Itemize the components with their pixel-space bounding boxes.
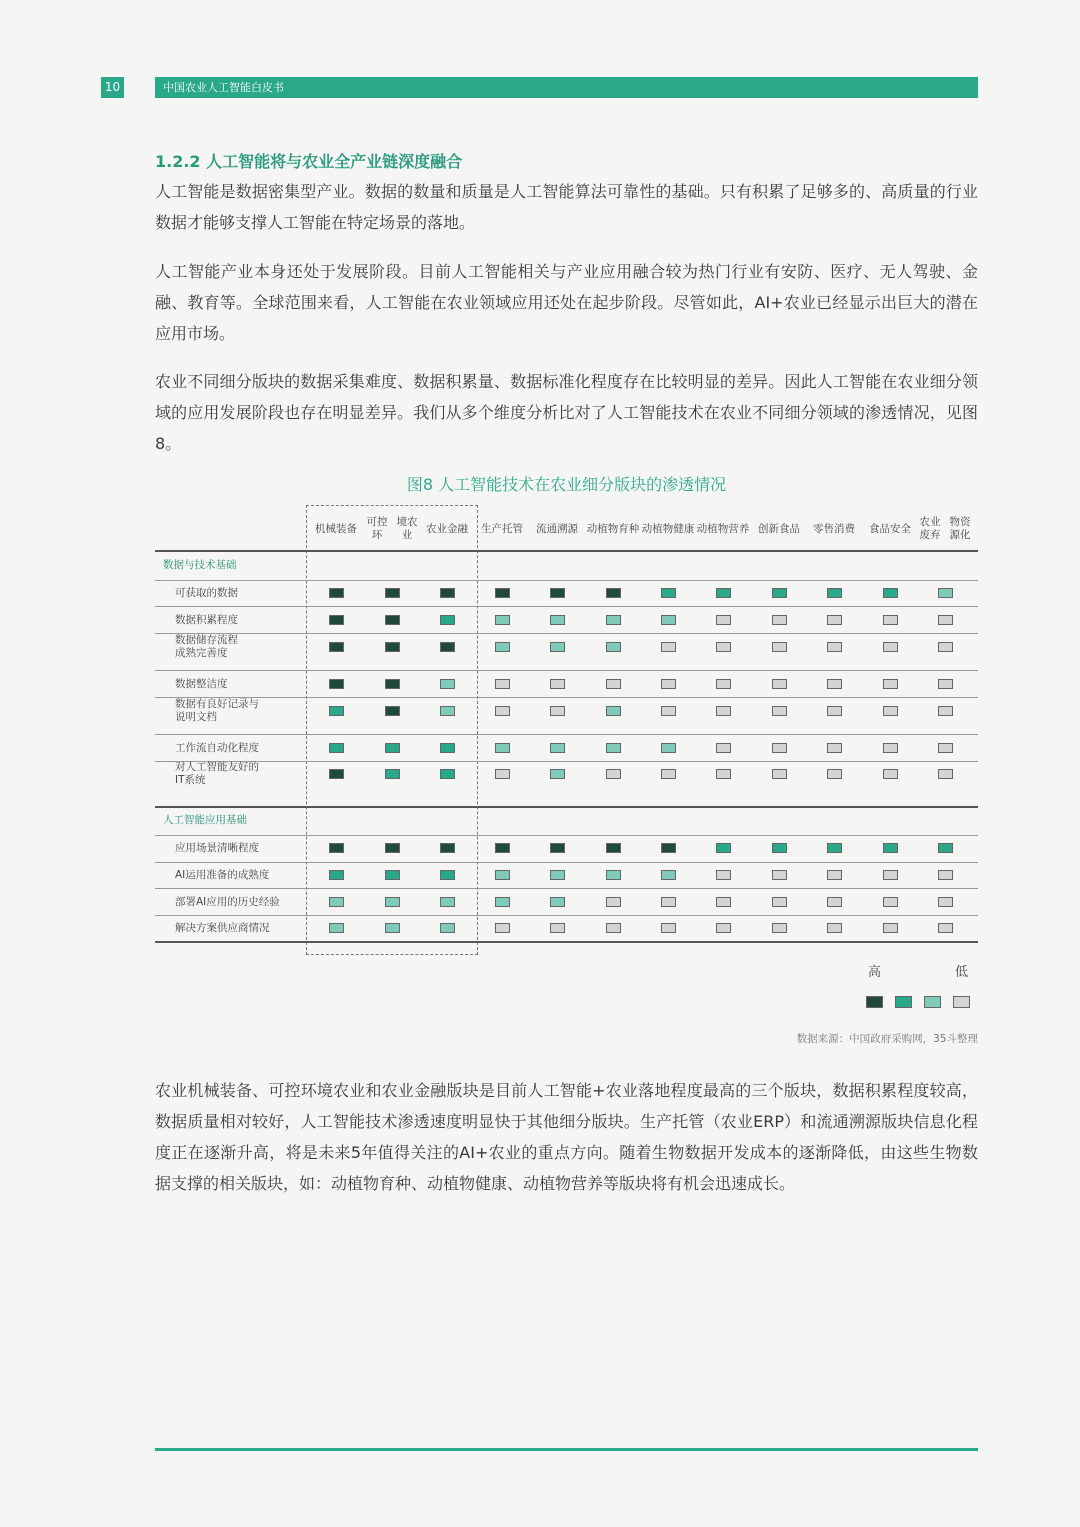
heatmap-cell (329, 843, 344, 853)
row-label-line: IT系统 (175, 774, 206, 786)
heatmap-cell (329, 588, 344, 598)
heatmap-cell (606, 870, 621, 880)
heatmap-cell (495, 642, 510, 652)
heatmap-cell (440, 769, 455, 779)
row-divider (155, 580, 978, 581)
row-label (175, 869, 305, 882)
heatmap-cell (772, 870, 787, 880)
column-header-line: 机械装备 (315, 522, 357, 535)
heatmap-cell (329, 706, 344, 716)
heatmap-cell (329, 870, 344, 880)
heatmap-cell (938, 615, 953, 625)
heatmap-cell (661, 743, 676, 753)
legend-swatch (953, 996, 970, 1008)
row-label-line: 对人工智能友好的 (175, 761, 259, 773)
heatmap-cell (550, 843, 565, 853)
heatmap-cell (827, 769, 842, 779)
column-header (860, 512, 920, 546)
heatmap-cell (883, 615, 898, 625)
heatmap-cell (827, 615, 842, 625)
heatmap-cell (661, 769, 676, 779)
heatmap-cell (938, 769, 953, 779)
legend-swatch (924, 996, 941, 1008)
heatmap-cell (550, 769, 565, 779)
heatmap-cell (661, 679, 676, 689)
heatmap-cell (938, 897, 953, 907)
heatmap-cell (495, 870, 510, 880)
heatmap-cell (938, 743, 953, 753)
column-header-line: 零售消费 (813, 522, 855, 535)
column-header (417, 512, 477, 546)
top-rule (155, 550, 978, 552)
column-header-line: 流通溯源 (536, 522, 578, 535)
column-header (915, 512, 975, 546)
legend-swatch (866, 996, 883, 1008)
column-header (306, 512, 366, 546)
heatmap-cell (661, 923, 676, 933)
row-label-line: 解决方案供应商情况 (175, 921, 270, 934)
heatmap-cell (606, 897, 621, 907)
heatmap-cell (883, 897, 898, 907)
heatmap-cell (661, 843, 676, 853)
heatmap-cell (440, 642, 455, 652)
paragraph-4: 农业机械装备、可控环境农业和农业金融版块是目前人工智能+农业落地程度最高的三个版块，数据积累程度较高，数据质量相对较好，人工智能技术渗透速度明显快于其他细分版块。生产托管（农业ERP）和流通溯源版块信息化程度正在逐渐升高，将是未来5年值得关注的AI+农业的重点方向。随着生物数据开发成本的逐渐降低，由这些生物数据支撑的相关版块，如：动植物育种、动植物健康、动植物营养等版块将有机会迅速成长。 (155, 1081, 978, 1193)
paragraph-3: 农业不同细分版块的数据采集难度、数据积累量、数据标准化程度存在比较明显的差异。因此人工智能在农业细分领域的应用发展阶段也存在明显差异。我们从多个维度分析比对了人工智能技术在农业不同细分领域的渗透情况，见图8。 (155, 372, 978, 453)
heatmap-cell (883, 843, 898, 853)
row-label-line: 数据有良好记录与 (175, 698, 259, 710)
heatmap-cell (495, 706, 510, 716)
row-label (175, 922, 305, 935)
column-header (693, 512, 753, 546)
heatmap-cell (827, 588, 842, 598)
heatmap-cell (938, 642, 953, 652)
heatmap-cell (772, 897, 787, 907)
column-header-line: 境农业 (396, 516, 418, 541)
row-divider (155, 835, 978, 836)
column-header (638, 512, 698, 546)
heatmap-cell (772, 588, 787, 598)
column-header-line: 营养 (728, 522, 750, 535)
heatmap-cell (883, 743, 898, 753)
data-source: 数据来源：中国政府采购网，35斗整理 (796, 1033, 978, 1045)
heatmap-cell (883, 769, 898, 779)
figure-title: 图8 人工智能技术在农业细分版块的渗透情况 (406, 475, 727, 494)
heatmap-cell (440, 588, 455, 598)
heatmap-cell (661, 870, 676, 880)
heatmap-cell (772, 843, 787, 853)
heatmap-cell (772, 923, 787, 933)
heatmap-cell (329, 923, 344, 933)
row-label (175, 678, 305, 691)
paragraph-2: 人工智能产业本身还处于发展阶段。目前人工智能相关与产业应用融合较为热门行业有安防、医疗、无人驾驶、金融、教育等。全球范围来看，人工智能在农业领域应用还处在起步阶段。尽管如此，AI+农业已经显示出巨大的潜在应用市场。 (155, 262, 978, 343)
heatmap-cell (661, 897, 676, 907)
heatmap-cell (716, 679, 731, 689)
heatmap-cell (883, 642, 898, 652)
heatmap-cell (883, 588, 898, 598)
row-divider (155, 606, 978, 607)
category-label: 数据与技术基础 (163, 559, 237, 571)
heatmap-cell (329, 679, 344, 689)
heatmap-cell (827, 843, 842, 853)
heatmap-cell (827, 679, 842, 689)
legend-low-label: 低 (955, 965, 969, 980)
row-label (175, 698, 305, 724)
heatmap-cell (329, 743, 344, 753)
row-label-line: 部署AI应用的历史经验 (175, 895, 280, 908)
heatmap-cell (661, 615, 676, 625)
heatmap-cell (440, 843, 455, 853)
heatmap-cell (883, 870, 898, 880)
heatmap-cell (716, 843, 731, 853)
row-label (175, 587, 305, 600)
column-header (804, 512, 864, 546)
heatmap-cell (495, 843, 510, 853)
column-header-line: 物资源化 (949, 516, 971, 541)
row-divider (155, 670, 978, 671)
heatmap-cell (938, 870, 953, 880)
heatmap-cell (661, 706, 676, 716)
heatmap-cell (385, 769, 400, 779)
heatmap-cell (938, 588, 953, 598)
heatmap-cell (440, 615, 455, 625)
heatmap-cell (606, 843, 621, 853)
bottom-rule (155, 941, 978, 943)
heatmap-cell (716, 743, 731, 753)
heatmap-cell (938, 679, 953, 689)
group-divider (155, 806, 978, 808)
heatmap-cell (385, 743, 400, 753)
heatmap-cell (385, 897, 400, 907)
heatmap-cell (716, 870, 731, 880)
heatmap-cell (716, 769, 731, 779)
row-label-line: 成熟完善度 (175, 647, 228, 659)
heatmap-cell (938, 843, 953, 853)
heatmap-cell (495, 615, 510, 625)
heatmap-cell (495, 897, 510, 907)
row-label-line: 应用场景清晰程度 (175, 841, 259, 854)
row-label (175, 896, 305, 909)
heatmap-cell (385, 870, 400, 880)
book-title-bar: 中国农业人工智能白皮书 (155, 77, 978, 98)
heatmap-cell (772, 679, 787, 689)
heatmap-cell (495, 588, 510, 598)
legend-high-label: 高 (868, 965, 882, 980)
heatmap-cell (329, 642, 344, 652)
heatmap-cell (716, 615, 731, 625)
heatmap-cell (385, 642, 400, 652)
heatmap-cell (385, 615, 400, 625)
heatmap-cell (772, 642, 787, 652)
heatmap-cell (385, 843, 400, 853)
column-header-line: 生产托管 (481, 522, 523, 535)
paragraph-1: 人工智能是数据密集型产业。数据的数量和质量是人工智能算法可靠性的基础。只有积累了足够多的、高质量的行业数据才能够支撑人工智能在特定场景的落地。 (155, 182, 978, 232)
heatmap-cell (385, 923, 400, 933)
heatmap-cell (772, 706, 787, 716)
row-label-line: 可获取的数据 (175, 586, 238, 599)
column-header-line: 农业金融 (426, 522, 468, 535)
row-label (175, 842, 305, 855)
heatmap-cell (550, 743, 565, 753)
heatmap-cell (883, 923, 898, 933)
heatmap-cell (606, 706, 621, 716)
heatmap-cell (938, 923, 953, 933)
heatmap-cell (495, 923, 510, 933)
heatmap-cell (661, 588, 676, 598)
heatmap-cell (440, 679, 455, 689)
column-header-line: 农业废弃 (919, 516, 941, 541)
heatmap-cell (385, 706, 400, 716)
heatmap-cell (827, 642, 842, 652)
heatmap-cell (495, 769, 510, 779)
heatmap-cell (440, 743, 455, 753)
heatmap-cell (495, 679, 510, 689)
heatmap-cell (883, 679, 898, 689)
heatmap-cell (827, 923, 842, 933)
column-header-line: 健康 (673, 522, 695, 535)
row-label (175, 742, 305, 755)
heatmap-cell (550, 615, 565, 625)
column-header-line: 动植物 (586, 522, 619, 535)
heatmap-cell (661, 642, 676, 652)
heatmap-cell (329, 897, 344, 907)
heatmap-cell (606, 615, 621, 625)
row-divider (155, 734, 978, 735)
column-header (583, 512, 643, 546)
row-label-line: 工作流自动化程度 (175, 741, 259, 754)
heatmap-cell (440, 870, 455, 880)
column-header-line: 创新食品 (758, 522, 800, 535)
row-label (175, 761, 305, 787)
column-header (362, 512, 422, 546)
legend-swatch (895, 996, 912, 1008)
row-label-line: AI运用准备的成熟度 (175, 868, 270, 881)
heatmap-cell (550, 897, 565, 907)
row-divider (155, 862, 978, 863)
heatmap-cell (440, 923, 455, 933)
heatmap-cell (550, 870, 565, 880)
heatmap-cell (606, 743, 621, 753)
heatmap-cell (606, 642, 621, 652)
heatmap-cell (550, 679, 565, 689)
column-header-line: 可控环 (366, 516, 388, 541)
heatmap-cell (827, 706, 842, 716)
row-label-line: 数据整洁度 (175, 677, 228, 690)
heatmap-cell (550, 642, 565, 652)
row-label (175, 614, 305, 627)
heatmap-cell (606, 588, 621, 598)
column-header (472, 512, 532, 546)
column-header-line: 食品安全 (869, 522, 911, 535)
heatmap-cell (440, 897, 455, 907)
row-label-line: 数据储存流程 (175, 634, 238, 646)
heatmap-cell (716, 706, 731, 716)
column-header-line: 育种 (618, 522, 640, 535)
row-label (175, 634, 305, 660)
heatmap-cell (772, 615, 787, 625)
heatmap-cell (550, 706, 565, 716)
heatmap-cell (938, 706, 953, 716)
row-divider (155, 915, 978, 916)
heatmap-cell (827, 870, 842, 880)
row-divider (155, 888, 978, 889)
footer-rule (155, 1448, 978, 1451)
heatmap-cell (883, 706, 898, 716)
heatmap-cell (385, 588, 400, 598)
heatmap-cell (606, 769, 621, 779)
heatmap-cell (827, 897, 842, 907)
heatmap-cell (606, 679, 621, 689)
category-label: 人工智能应用基础 (163, 814, 247, 826)
heatmap-cell (385, 679, 400, 689)
heatmap-cell (495, 743, 510, 753)
heatmap-cell (716, 923, 731, 933)
heatmap-cell (329, 615, 344, 625)
page-number: 10 (101, 77, 124, 98)
column-header-line: 动植物 (641, 522, 674, 535)
column-header-line: 动植物 (696, 522, 729, 535)
heatmap-cell (329, 769, 344, 779)
heatmap-cell (772, 769, 787, 779)
column-header (749, 512, 809, 546)
heatmap-cell (716, 642, 731, 652)
row-label-line: 数据积累程度 (175, 613, 238, 626)
heatmap-cell (772, 743, 787, 753)
section-title: 1.2.2 人工智能将与农业全产业链深度融合 (155, 152, 463, 171)
heatmap-cell (440, 706, 455, 716)
heatmap-cell (606, 923, 621, 933)
heatmap-cell (827, 743, 842, 753)
heatmap-cell (716, 588, 731, 598)
heatmap-cell (716, 897, 731, 907)
column-header (527, 512, 587, 546)
heatmap-cell (550, 923, 565, 933)
heatmap-cell (550, 588, 565, 598)
row-label-line: 说明文档 (175, 711, 217, 723)
